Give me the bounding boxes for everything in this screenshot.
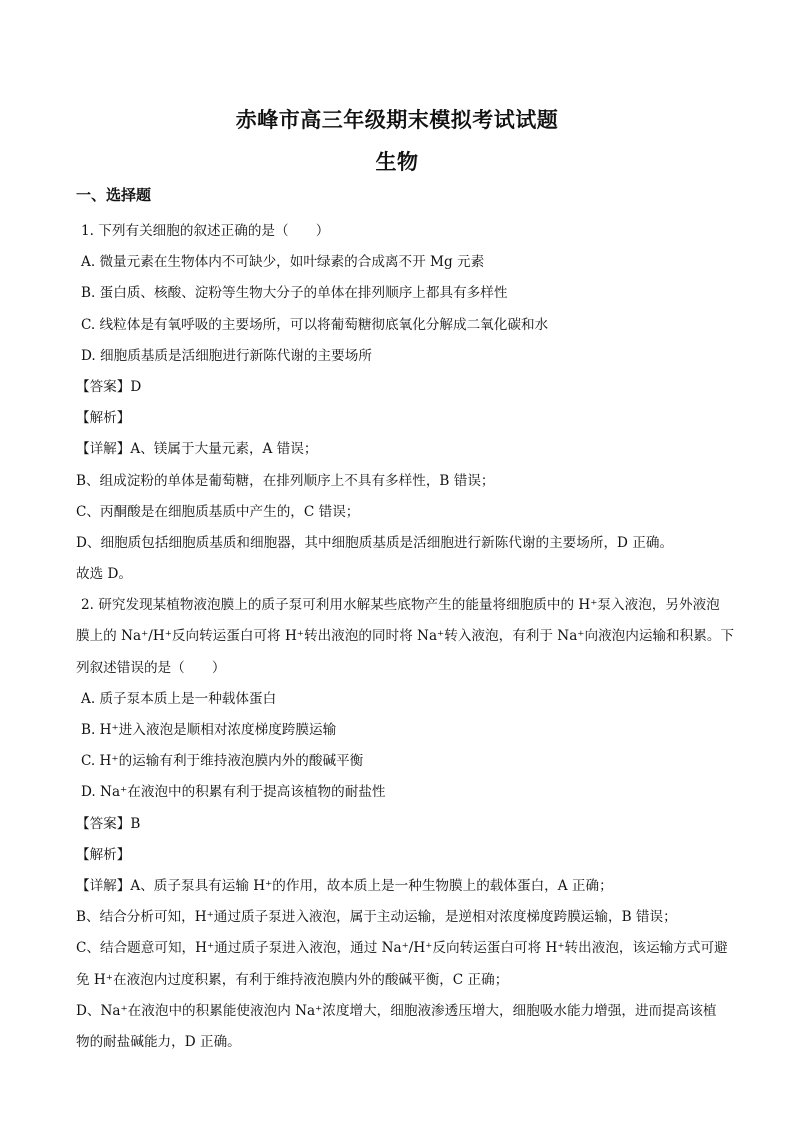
question-1-detail-line: B、组成淀粉的单体是葡萄糖，在排列顺序上不具有多样性，B 错误； bbox=[76, 472, 495, 489]
questions-content bbox=[76, 216, 735, 1058]
question-2-stem-line: 列叙述错误的是（ ） bbox=[76, 659, 226, 676]
subject-title: 生物 bbox=[375, 149, 419, 174]
question-1-option-b: B. 蛋白质、核酸、淀粉等生物大分子的单体在排列顺序上都具有多样性 bbox=[81, 285, 508, 302]
question-2-detail-line: C、结合题意可知，H⁺通过质子泵进入液泡，通过 Na⁺/H⁺反向转运蛋白可将 H⁺转出液泡，该运输方式可避 bbox=[76, 940, 728, 957]
question-1-stem: 1. 下列有关细胞的叙述正确的是（ ） bbox=[81, 223, 330, 239]
question-2-detail-line: 物的耐盐碱能力，D 正确。 bbox=[76, 1033, 241, 1050]
question-1-option-d: D. 细胞质基质是活细胞进行新陈代谢的主要场所 bbox=[81, 347, 372, 364]
question-2-analysis-label: 【解析】 bbox=[76, 846, 131, 863]
question-2-option-b: B. H⁺进入液泡是顺相对浓度梯度跨膜运输 bbox=[81, 722, 337, 738]
question-1-detail-line: D、细胞质包括细胞质基质和细胞器，其中细胞质基质是活细胞进行新陈代谢的主要场所，D 正确。 bbox=[76, 534, 674, 551]
question-1-analysis-label: 【解析】 bbox=[76, 410, 131, 427]
question-2-option-c: C. H⁺的运输有利于维持液泡膜内外的酸碱平衡 bbox=[81, 753, 364, 770]
question-2-option-d: D. Na⁺在液泡中的积累有利于提高该植物的耐盐性 bbox=[81, 784, 386, 801]
question-2-stem-line: 膜上的 Na⁺/H⁺反向转运蛋白可将 H⁺转出液泡的同时将 Na⁺转入液泡，有利于 Na⁺向液泡内运输和积累。下 bbox=[76, 628, 735, 645]
question-2-answer: 【答案】B bbox=[76, 815, 141, 832]
question-1-option-c: C. 线粒体是有氧呼吸的主要场所，可以将葡萄糖彻底氧化分解成二氧化碳和水 bbox=[81, 316, 549, 333]
question-2-detail-line: 【详解】A、质子泵具有运输 H⁺的作用，故本质上是一种生物膜上的载体蛋白，A 正确； bbox=[76, 877, 613, 894]
question-1-conclusion: 故选 D。 bbox=[76, 566, 133, 583]
question-2-option-a: A. 质子泵本质上是一种载体蛋白 bbox=[81, 690, 277, 707]
question-1-option-a: A. 微量元素在生物体内不可缺少，如叶绿素的合成离不开 Mg 元素 bbox=[81, 254, 485, 271]
question-1-answer: 【答案】D bbox=[76, 378, 142, 395]
question-1-detail-line: C、丙酮酸是在细胞质基质中产生的，C 错误； bbox=[76, 503, 360, 520]
question-1-detail-line: 【详解】A、镁属于大量元素，A 错误； bbox=[76, 441, 318, 458]
question-2-detail-line: D、Na⁺在液泡中的积累能使液泡内 Na⁺浓度增大，细胞液渗透压增大，细胞吸水能力增强，进而提高该植 bbox=[76, 1002, 717, 1019]
question-2-stem-line: 2. 研究发现某植物液泡膜上的质子泵可利用水解某些底物产生的能量将细胞质中的 H⁺泵入液泡，另外液泡 bbox=[81, 597, 720, 614]
section-heading: 一、选择题 bbox=[76, 186, 152, 204]
page-title: 赤峰市高三年级期末模拟考试试题 bbox=[235, 107, 559, 132]
question-2-detail-line: 免 H⁺在液泡内过度积累，有利于维持液泡膜内外的酸碱平衡，C 正确； bbox=[76, 971, 509, 988]
question-2-detail-line: B、结合分析可知，H⁺通过质子泵进入液泡，属于主动运输，是逆相对浓度梯度跨膜运输，B 错误； bbox=[76, 909, 677, 926]
